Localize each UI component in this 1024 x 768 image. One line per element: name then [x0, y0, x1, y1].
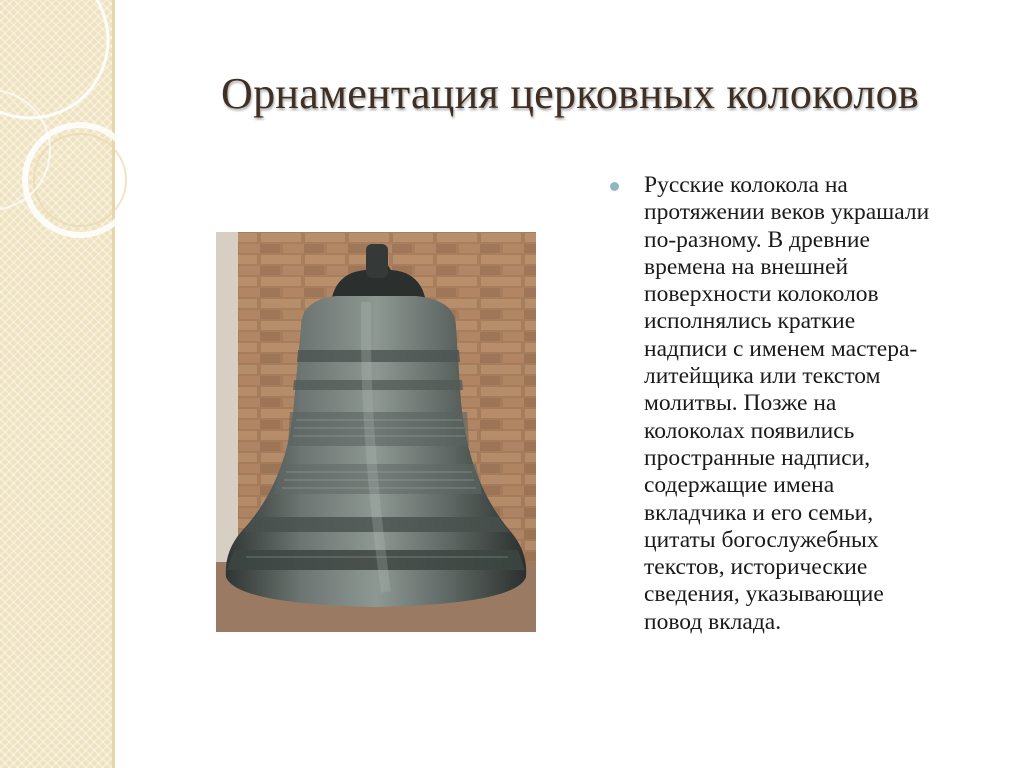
- bell-image: [216, 232, 536, 632]
- decorative-swirl-icon: [0, 0, 140, 260]
- slide-title: Орнаментация церковных колоколов: [221, 69, 919, 118]
- bullet-dot-icon: [610, 182, 619, 191]
- bullet-item-text: Русские колокола на протяжении веков украшали по-разному. В древние времена на внешней поверхности колоколов исполнялись краткие надписи с именем мастера- литейщика или текстом молитвы. Позже на колоколах появились пространные надписи, содержащие имена вкладчика и его семьи, цитаты богослужебных текстов, исторические сведения, указывающие повод вклада.: [644, 172, 930, 635]
- bullet-list: [610, 172, 1000, 636]
- bell-photo: [216, 232, 536, 632]
